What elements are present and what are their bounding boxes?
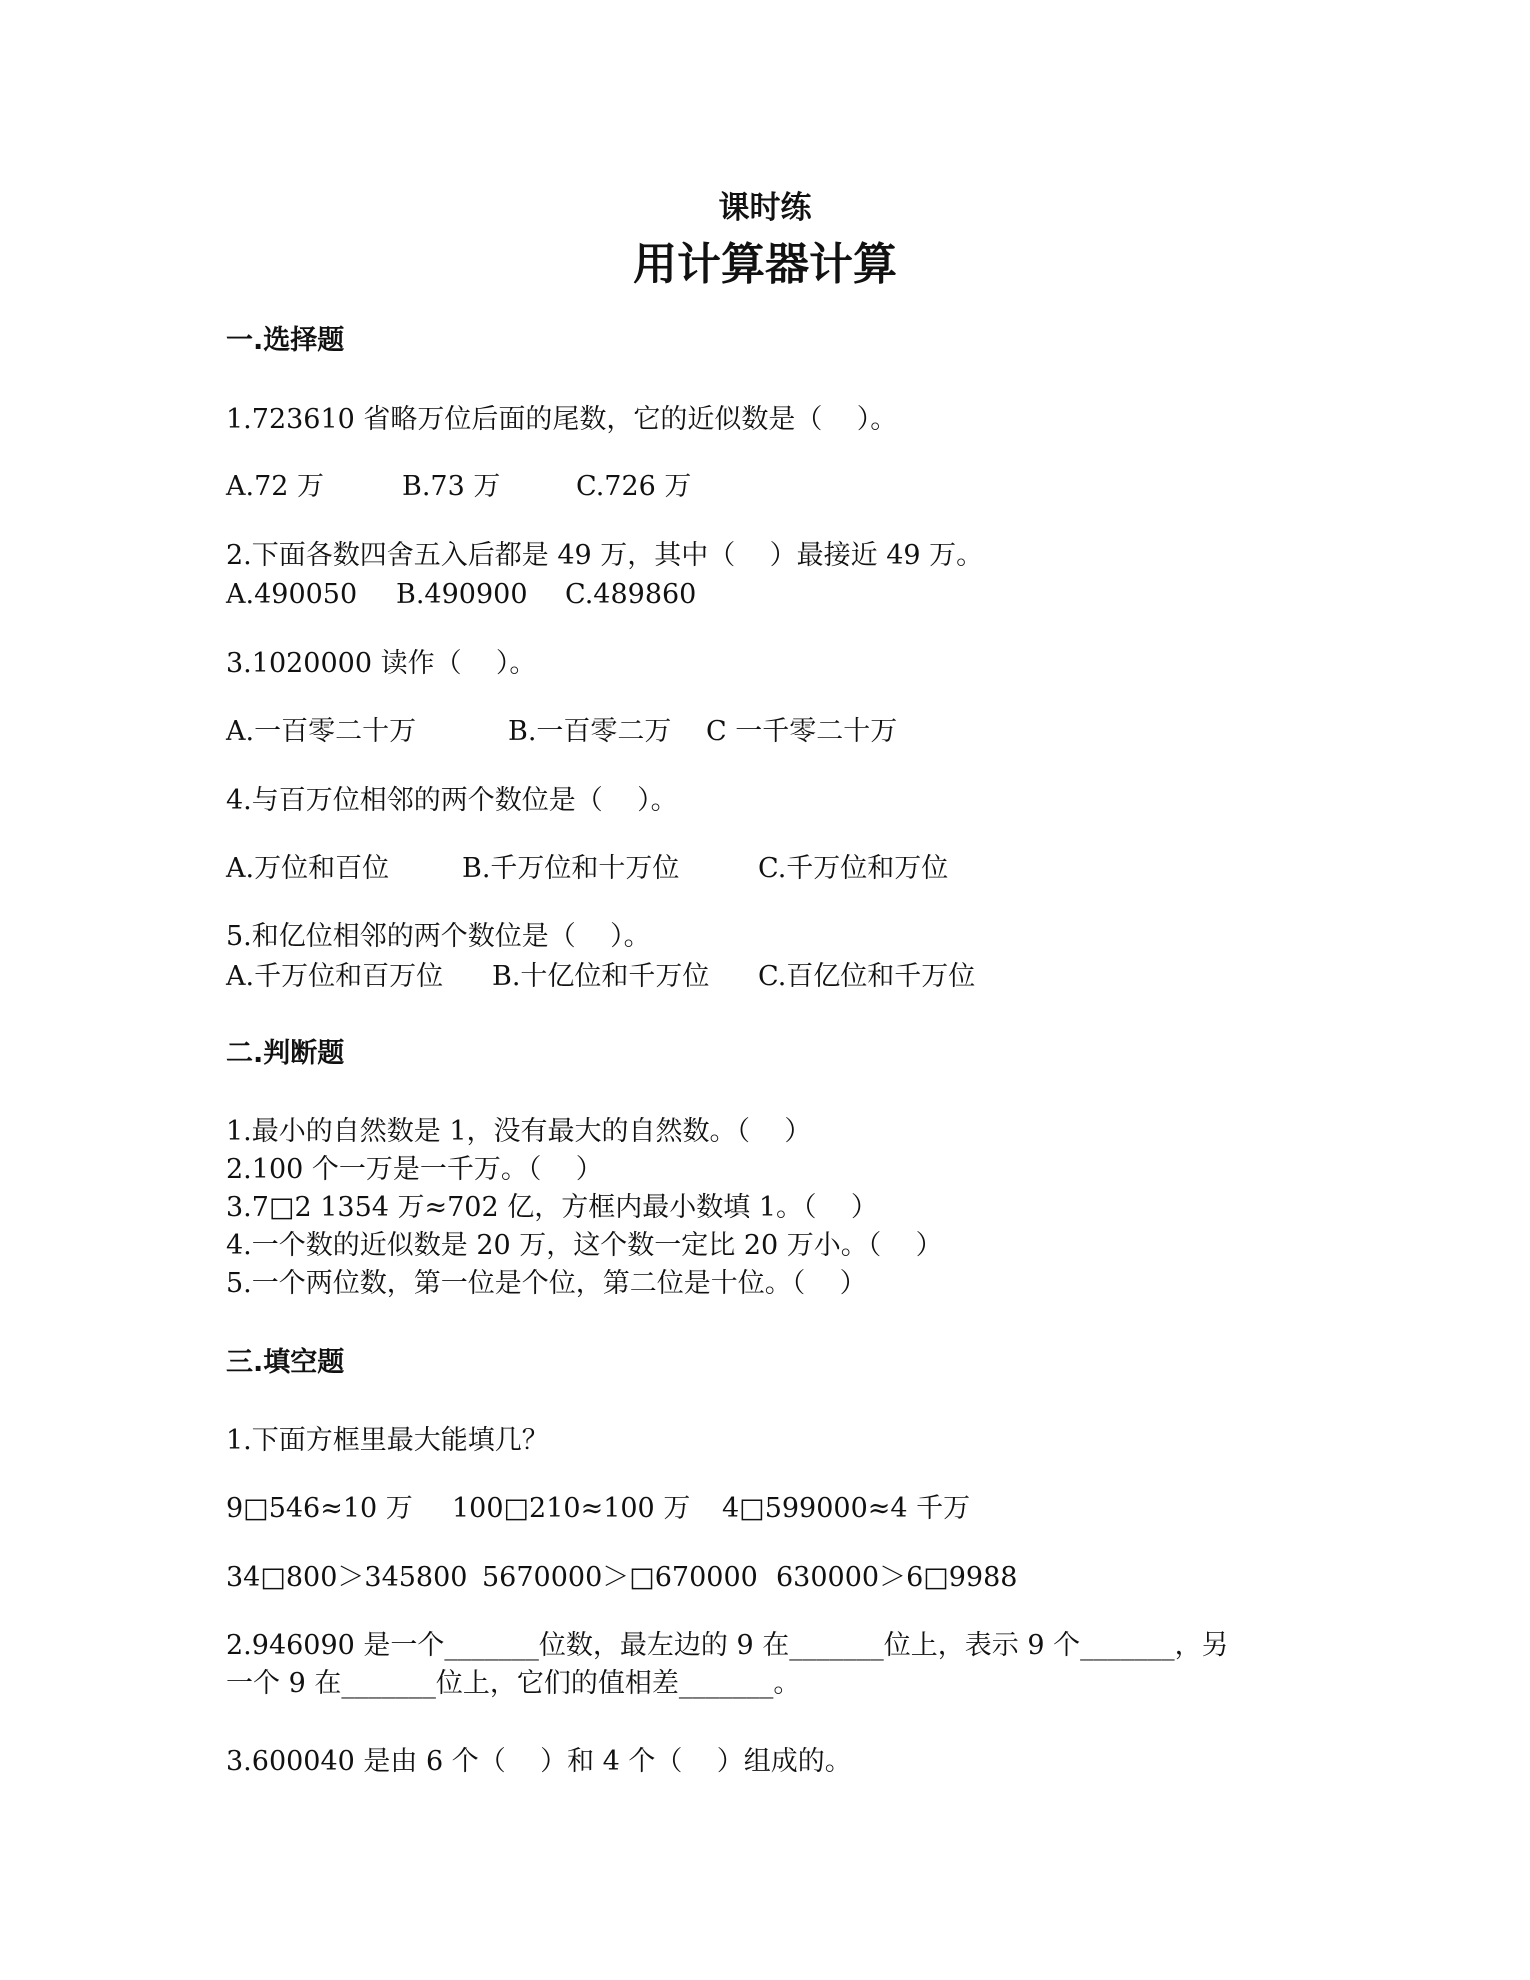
fill-q1-row1-item-2: 100□210≈100 万 xyxy=(452,1493,691,1524)
fill-question-1: 1.下面方框里最大能填几？ xyxy=(226,1425,549,1456)
choice-q5-option-a: A.千万位和百万位 xyxy=(226,961,444,992)
judgement-item-5: 5.一个两位数，第一位是个位，第二位是十位。（ ） xyxy=(226,1268,867,1299)
choice-q4-option-a: A.万位和百位 xyxy=(226,853,390,884)
worksheet-subtitle: 课时练 xyxy=(718,190,812,226)
fill-q1-row2-item-3: 630000＞6□9988 xyxy=(776,1562,1018,1593)
judgement-item-1: 1.最小的自然数是 1，没有最大的自然数。（ ） xyxy=(226,1116,812,1147)
judgement-item-3: 3.7□2 1354 万≈702 亿，方框内最小数填 1。（ ） xyxy=(226,1192,878,1223)
choice-question-3: 3.1020000 读作（ ）。 xyxy=(226,648,537,679)
choice-q2-option-c: C.489860 xyxy=(565,579,697,610)
choice-q3-option-c: C 一千零二十万 xyxy=(706,716,898,747)
choice-q2-option-a: A.490050 xyxy=(226,579,358,610)
choice-q3-option-a: A.一百零二十万 xyxy=(226,716,417,747)
choice-q5-option-c: C.百亿位和千万位 xyxy=(758,961,976,992)
section-heading-fill-blank: 三.填空题 xyxy=(226,1347,345,1378)
section-heading-choice: 一.选择题 xyxy=(226,325,345,356)
fill-q1-row2-item-2: 5670000＞□670000 xyxy=(482,1562,758,1593)
choice-question-2: 2.下面各数四舍五入后都是 49 万，其中（ ）最接近 49 万。 xyxy=(226,540,984,571)
choice-q1-option-a: A.72 万 xyxy=(226,471,325,502)
fill-question-2-line-1: 2.946090 是一个_______位数，最左边的 9 在_______位上，表示 9 个_______，另 xyxy=(226,1630,1229,1661)
choice-question-5: 5.和亿位相邻的两个数位是（ ）。 xyxy=(226,921,651,952)
fill-question-2-line-2: 一个 9 在_______位上，它们的值相差_______。 xyxy=(226,1668,801,1699)
judgement-item-4: 4.一个数的近似数是 20 万，这个数一定比 20 万小。（ ） xyxy=(226,1230,943,1261)
fill-question-3: 3.600040 是由 6 个（ ）和 4 个（ ）组成的。 xyxy=(226,1746,852,1777)
choice-question-4: 4.与百万位相邻的两个数位是（ ）。 xyxy=(226,785,678,816)
section-heading-judgement: 二.判断题 xyxy=(226,1038,345,1069)
fill-q1-row1-item-3: 4□599000≈4 千万 xyxy=(722,1493,971,1524)
choice-q4-option-c: C.千万位和万位 xyxy=(758,853,949,884)
fill-q1-row1-item-1: 9□546≈10 万 xyxy=(226,1493,413,1524)
choice-q1-option-c: C.726 万 xyxy=(576,471,692,502)
choice-q1-option-b: B.73 万 xyxy=(402,471,501,502)
choice-question-1: 1.723610 省略万位后面的尾数，它的近似数是（ ）。 xyxy=(226,404,898,435)
choice-q5-option-b: B.十亿位和千万位 xyxy=(492,961,710,992)
fill-q1-row2-item-1: 34□800＞345800 xyxy=(226,1562,468,1593)
choice-q4-option-b: B.千万位和十万位 xyxy=(462,853,680,884)
choice-q3-option-b: B.一百零二万 xyxy=(508,716,672,747)
choice-q2-option-b: B.490900 xyxy=(396,579,528,610)
worksheet-title: 用计算器计算 xyxy=(633,239,897,290)
judgement-item-2: 2.100 个一万是一千万。（ ） xyxy=(226,1154,603,1185)
